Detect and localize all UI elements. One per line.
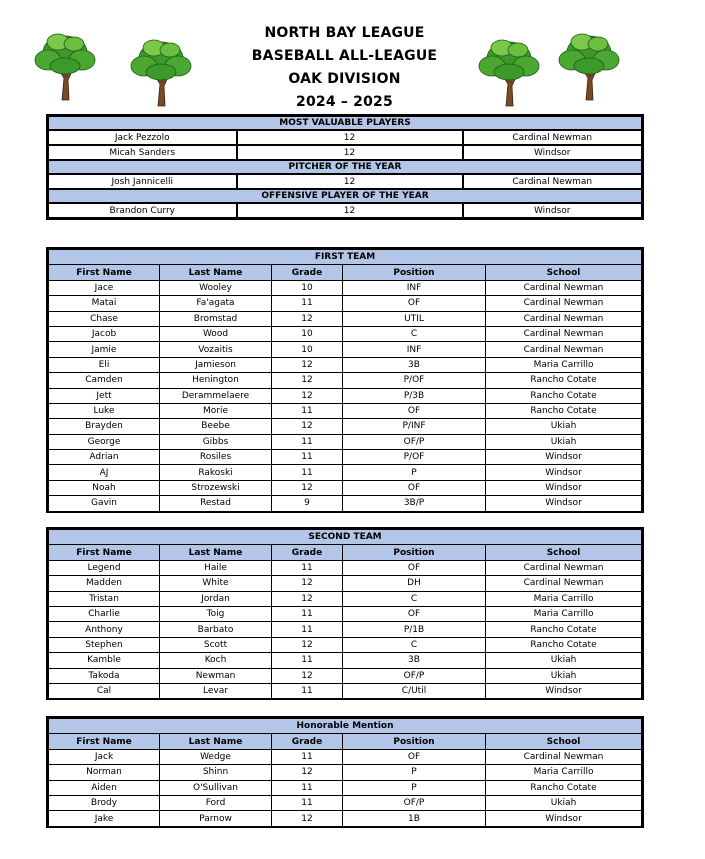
- section-heading: Honorable Mention: [48, 718, 643, 734]
- award-heading: OFFENSIVE PLAYER OF THE YEAR: [48, 189, 643, 203]
- grade: 12: [272, 668, 343, 683]
- first-name: Takoda: [48, 668, 160, 683]
- award-row: [48, 145, 643, 160]
- school: Maria Carrillo: [486, 765, 643, 780]
- school: Windsor: [486, 450, 643, 465]
- last-name: Rosiles: [160, 450, 272, 465]
- last-name: White: [160, 576, 272, 591]
- player-grade: 12: [237, 130, 463, 145]
- first-team-table: [46, 247, 644, 513]
- first-name-header: First Name: [48, 734, 160, 749]
- player-grade: 12: [237, 174, 463, 189]
- player-name: Micah Sanders: [48, 145, 237, 160]
- grade: 12: [272, 591, 343, 606]
- last-name: Strozewski: [160, 480, 272, 495]
- player-row: [48, 591, 643, 606]
- sport-title: BASEBALL ALL-LEAGUE: [251, 48, 438, 64]
- section-heading: FIRST TEAM: [48, 249, 643, 265]
- school-header: School: [486, 734, 643, 749]
- first-name: Brayden: [48, 419, 160, 434]
- last-name: Derammelaere: [160, 388, 272, 403]
- player-name: Josh Jannicelli: [48, 174, 237, 189]
- player-row: [48, 765, 643, 780]
- first-name: Jacob: [48, 326, 160, 341]
- grade: 12: [272, 765, 343, 780]
- first-name: George: [48, 434, 160, 449]
- position-header: Position: [343, 545, 486, 560]
- grade: 12: [272, 388, 343, 403]
- position: OF/P: [343, 668, 486, 683]
- school: Maria Carrillo: [486, 591, 643, 606]
- season-years: 2024 – 2025: [296, 94, 393, 110]
- first-name: Jake: [48, 811, 160, 827]
- grade-header: Grade: [272, 545, 343, 560]
- award-row: [48, 130, 643, 145]
- last-name: Gibbs: [160, 434, 272, 449]
- player-row: [48, 606, 643, 621]
- school: Cardinal Newman: [486, 576, 643, 591]
- player-school: Cardinal Newman: [463, 174, 643, 189]
- player-row: [48, 496, 643, 512]
- last-name: Toig: [160, 606, 272, 621]
- position: UTIL: [343, 311, 486, 326]
- grade: 11: [272, 795, 343, 810]
- league-name: NORTH BAY LEAGUE: [264, 25, 425, 41]
- grade: 10: [272, 342, 343, 357]
- player-row: [48, 795, 643, 810]
- position: P: [343, 465, 486, 480]
- position: P/1B: [343, 622, 486, 637]
- last-name-header: Last Name: [160, 734, 272, 749]
- school: Rancho Cotate: [486, 780, 643, 795]
- position: 1B: [343, 811, 486, 827]
- position: OF: [343, 749, 486, 764]
- player-row: [48, 296, 643, 311]
- player-row: [48, 388, 643, 403]
- player-name: Jack Pezzolo: [48, 130, 237, 145]
- position: P/INF: [343, 419, 486, 434]
- first-name: Legend: [48, 560, 160, 575]
- first-name-header: First Name: [48, 545, 160, 560]
- player-row: [48, 560, 643, 575]
- first-name: Luke: [48, 403, 160, 418]
- last-name: Parnow: [160, 811, 272, 827]
- last-name: Barbato: [160, 622, 272, 637]
- section-heading-row: [48, 249, 643, 265]
- school: Ukiah: [486, 668, 643, 683]
- grade: 10: [272, 280, 343, 295]
- last-name: Restad: [160, 496, 272, 512]
- school: Cardinal Newman: [486, 280, 643, 295]
- school: Windsor: [486, 480, 643, 495]
- grade: 12: [272, 811, 343, 827]
- position: P: [343, 765, 486, 780]
- last-name-header: Last Name: [160, 545, 272, 560]
- honorable-mention-table: [46, 716, 644, 828]
- last-name: O'Sullivan: [160, 780, 272, 795]
- position: P/OF: [343, 450, 486, 465]
- award-heading: MOST VALUABLE PLAYERS: [48, 116, 643, 131]
- position: C: [343, 591, 486, 606]
- last-name: Ford: [160, 795, 272, 810]
- school: Maria Carrillo: [486, 357, 643, 372]
- position: OF: [343, 560, 486, 575]
- last-name: Morie: [160, 403, 272, 418]
- school: Windsor: [486, 811, 643, 827]
- player-row: [48, 749, 643, 764]
- grade: 12: [272, 576, 343, 591]
- position: P/3B: [343, 388, 486, 403]
- school: Cardinal Newman: [486, 749, 643, 764]
- first-name-header: First Name: [48, 265, 160, 280]
- grade: 11: [272, 560, 343, 575]
- player-row: [48, 780, 643, 795]
- last-name: Shinn: [160, 765, 272, 780]
- last-name: Vozaitis: [160, 342, 272, 357]
- school: Rancho Cotate: [486, 622, 643, 637]
- player-row: [48, 450, 643, 465]
- player-row: [48, 683, 643, 699]
- position: C/Util: [343, 683, 486, 699]
- first-name: Tristan: [48, 591, 160, 606]
- last-name: Jamieson: [160, 357, 272, 372]
- player-name: Brandon Curry: [48, 203, 237, 219]
- first-name: Aiden: [48, 780, 160, 795]
- player-row: [48, 480, 643, 495]
- player-row: [48, 326, 643, 341]
- grade: 12: [272, 373, 343, 388]
- column-header-row: [48, 734, 643, 749]
- grade: 11: [272, 622, 343, 637]
- award-row: [48, 203, 643, 219]
- last-name: Jordan: [160, 591, 272, 606]
- first-name: Kamble: [48, 653, 160, 668]
- grade: 12: [272, 637, 343, 652]
- player-row: [48, 403, 643, 418]
- school: Cardinal Newman: [486, 560, 643, 575]
- section-heading-row: [48, 718, 643, 734]
- awards-table: [46, 114, 644, 220]
- first-name: Gavin: [48, 496, 160, 512]
- school: Ukiah: [486, 419, 643, 434]
- player-row: [48, 419, 643, 434]
- first-name: Adrian: [48, 450, 160, 465]
- page-title: [0, 22, 705, 114]
- award-heading-row: [48, 160, 643, 174]
- player-school: Windsor: [463, 203, 643, 219]
- first-name: Cal: [48, 683, 160, 699]
- first-name: Charlie: [48, 606, 160, 621]
- last-name: Wooley: [160, 280, 272, 295]
- player-row: [48, 373, 643, 388]
- first-name: Jett: [48, 388, 160, 403]
- school: Ukiah: [486, 795, 643, 810]
- position: C: [343, 637, 486, 652]
- position: OF/P: [343, 434, 486, 449]
- first-name: Madden: [48, 576, 160, 591]
- last-name: Fa'agata: [160, 296, 272, 311]
- first-name: Brody: [48, 795, 160, 810]
- grade: 11: [272, 653, 343, 668]
- school: Cardinal Newman: [486, 296, 643, 311]
- player-row: [48, 622, 643, 637]
- position: OF/P: [343, 795, 486, 810]
- school: Cardinal Newman: [486, 311, 643, 326]
- grade: 9: [272, 496, 343, 512]
- grade: 12: [272, 419, 343, 434]
- position: OF: [343, 480, 486, 495]
- school-header: School: [486, 545, 643, 560]
- grade: 10: [272, 326, 343, 341]
- first-name: Camden: [48, 373, 160, 388]
- award-heading-row: [48, 116, 643, 131]
- player-row: [48, 811, 643, 827]
- school: Rancho Cotate: [486, 373, 643, 388]
- position: 3B: [343, 653, 486, 668]
- position: 3B: [343, 357, 486, 372]
- first-name: Anthony: [48, 622, 160, 637]
- grade: 11: [272, 450, 343, 465]
- grade: 11: [272, 749, 343, 764]
- first-name: AJ: [48, 465, 160, 480]
- school: Rancho Cotate: [486, 403, 643, 418]
- school: Cardinal Newman: [486, 342, 643, 357]
- player-row: [48, 280, 643, 295]
- last-name-header: Last Name: [160, 265, 272, 280]
- last-name: Bromstad: [160, 311, 272, 326]
- position: OF: [343, 403, 486, 418]
- player-row: [48, 653, 643, 668]
- last-name: Wedge: [160, 749, 272, 764]
- column-header-row: [48, 545, 643, 560]
- grade: 11: [272, 465, 343, 480]
- player-row: [48, 434, 643, 449]
- last-name: Beebe: [160, 419, 272, 434]
- player-row: [48, 668, 643, 683]
- school: Rancho Cotate: [486, 388, 643, 403]
- player-school: Cardinal Newman: [463, 130, 643, 145]
- position: OF: [343, 296, 486, 311]
- first-name: Jack: [48, 749, 160, 764]
- first-name: Norman: [48, 765, 160, 780]
- player-row: [48, 357, 643, 372]
- first-name: Jamie: [48, 342, 160, 357]
- grade: 11: [272, 683, 343, 699]
- position-header: Position: [343, 265, 486, 280]
- award-row: [48, 174, 643, 189]
- player-row: [48, 465, 643, 480]
- grade-header: Grade: [272, 734, 343, 749]
- grade: 11: [272, 434, 343, 449]
- school: Windsor: [486, 683, 643, 699]
- column-header-row: [48, 265, 643, 280]
- last-name: Newman: [160, 668, 272, 683]
- position: P/OF: [343, 373, 486, 388]
- grade: 11: [272, 606, 343, 621]
- grade-header: Grade: [272, 265, 343, 280]
- school: Maria Carrillo: [486, 606, 643, 621]
- position: OF: [343, 606, 486, 621]
- school: Windsor: [486, 496, 643, 512]
- last-name: Levar: [160, 683, 272, 699]
- grade: 11: [272, 403, 343, 418]
- school: Rancho Cotate: [486, 637, 643, 652]
- grade: 12: [272, 480, 343, 495]
- first-name: Eli: [48, 357, 160, 372]
- player-row: [48, 342, 643, 357]
- player-row: [48, 637, 643, 652]
- last-name: Haile: [160, 560, 272, 575]
- position: DH: [343, 576, 486, 591]
- player-grade: 12: [237, 145, 463, 160]
- grade: 11: [272, 780, 343, 795]
- position: INF: [343, 342, 486, 357]
- section-heading-row: [48, 529, 643, 545]
- school: Cardinal Newman: [486, 326, 643, 341]
- school: Ukiah: [486, 434, 643, 449]
- position: P: [343, 780, 486, 795]
- grade: 12: [272, 357, 343, 372]
- player-row: [48, 311, 643, 326]
- last-name: Rakoski: [160, 465, 272, 480]
- grade: 11: [272, 296, 343, 311]
- school-header: School: [486, 265, 643, 280]
- player-grade: 12: [237, 203, 463, 219]
- second-team-table: [46, 527, 644, 700]
- first-name: Chase: [48, 311, 160, 326]
- player-school: Windsor: [463, 145, 643, 160]
- last-name: Koch: [160, 653, 272, 668]
- position: C: [343, 326, 486, 341]
- position-header: Position: [343, 734, 486, 749]
- award-heading: PITCHER OF THE YEAR: [48, 160, 643, 174]
- school: Windsor: [486, 465, 643, 480]
- player-row: [48, 576, 643, 591]
- first-name: Noah: [48, 480, 160, 495]
- first-name: Matai: [48, 296, 160, 311]
- last-name: Scott: [160, 637, 272, 652]
- first-name: Jace: [48, 280, 160, 295]
- section-heading: SECOND TEAM: [48, 529, 643, 545]
- last-name: Wood: [160, 326, 272, 341]
- grade: 12: [272, 311, 343, 326]
- division-name: OAK DIVISION: [288, 71, 401, 87]
- last-name: Henington: [160, 373, 272, 388]
- position: INF: [343, 280, 486, 295]
- position: 3B/P: [343, 496, 486, 512]
- first-name: Stephen: [48, 637, 160, 652]
- school: Ukiah: [486, 653, 643, 668]
- award-heading-row: [48, 189, 643, 203]
